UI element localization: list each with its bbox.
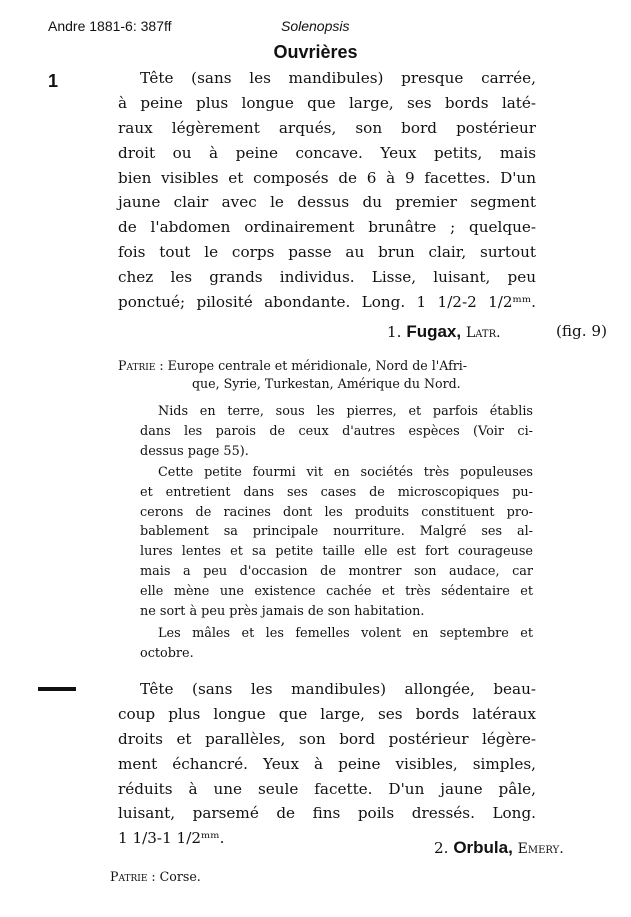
notes-paragraph-1 bbox=[140, 402, 533, 461]
species-1-author: Latr. bbox=[465, 325, 501, 341]
note-line: elle mène une existence cachée et très sédentaire et bbox=[140, 583, 533, 599]
caste-title: Ouvrières bbox=[273, 42, 358, 62]
lead-1-description bbox=[118, 66, 536, 315]
couplet-dash-marker bbox=[38, 687, 76, 691]
lead-1-line: Tête (sans les mandibules) presque carrée, bbox=[140, 69, 536, 87]
species-2-line bbox=[434, 838, 564, 858]
note-line: Nids en terre, sous les pierres, et parfois établis bbox=[158, 404, 533, 419]
lead-1-line: de l'abdomen ordinairement brunâtre ; quelque- bbox=[118, 218, 536, 237]
lead-2-line: Tête (sans les mandibules) allongée, beau- bbox=[140, 680, 536, 698]
note-line: ne sort à peu près jamais de son habitation. bbox=[140, 603, 425, 619]
lead-2-line: ment échancré. Yeux à peine visibles, simples, bbox=[118, 754, 536, 773]
species-1-name: Fugax, bbox=[406, 322, 462, 341]
notes-paragraph-2 bbox=[140, 463, 533, 621]
notes-paragraph-3 bbox=[140, 624, 533, 664]
genus-heading: Solenopsis bbox=[281, 18, 350, 34]
patrie-1-label: Patrie : bbox=[118, 358, 164, 373]
species-1-number: 1. bbox=[387, 323, 402, 341]
note-line: cerons de racines dont les produits constituent pro- bbox=[140, 504, 533, 520]
note-line: dans les parois de ceux d'autres espèces (Voir ci- bbox=[140, 423, 533, 439]
patrie-1-line-2: que, Syrie, Turkestan, Amérique du Nord. bbox=[192, 375, 461, 391]
note-line: bablement sa principale nourriture. Malgré ses al- bbox=[140, 524, 533, 540]
source-reference: Andre 1881-6: 387ff bbox=[48, 18, 172, 34]
patrie-2-label: Patrie : bbox=[110, 869, 156, 884]
lead-2-line: coup plus longue que large, ses bords latéraux bbox=[118, 704, 536, 723]
lead-1-line: fois tout le corps passe au brun clair, surtout bbox=[118, 243, 536, 262]
species-2-name: Orbula, bbox=[453, 838, 513, 857]
note-line: mais a peu d'occasion de montrer son audace, car bbox=[140, 563, 533, 579]
lead-2-line: luisant, parsemé de fins poils dressés. Long. bbox=[118, 804, 536, 823]
lead-1-line: droit ou à peine concave. Yeux petits, mais bbox=[118, 143, 536, 162]
species-2-number: 2. bbox=[434, 839, 449, 857]
note-line: Les mâles et les femelles volent en septembre et bbox=[158, 626, 533, 641]
patrie-1 bbox=[118, 357, 538, 392]
note-line: dessus page 55). bbox=[140, 443, 249, 459]
patrie-1-line-1: Europe centrale et méridionale, Nord de l'Afri- bbox=[167, 358, 468, 373]
figure-reference: (fig. 9) bbox=[556, 322, 608, 340]
patrie-2 bbox=[110, 868, 201, 886]
species-1-line bbox=[387, 322, 501, 342]
lead-1-line: bien visibles et composés de 6 à 9 facettes. D'un bbox=[118, 168, 536, 187]
lead-2-line: droits et parallèles, son bord postérieur légère- bbox=[118, 729, 536, 748]
note-line: lures lentes et sa petite taille elle est fort courageuse bbox=[140, 544, 533, 560]
patrie-2-text: Corse. bbox=[159, 869, 201, 884]
lead-2-description bbox=[118, 677, 536, 851]
lead-1-line: à peine plus longue que large, ses bords laté- bbox=[118, 93, 536, 112]
note-line: et entretient dans ses cases de microscopiques pu- bbox=[140, 484, 533, 500]
lead-1-line: chez les grands individus. Lisse, luisant, peu bbox=[118, 268, 536, 287]
lead-2-line: 1 1/3-1 1/2ᵐᵐ. bbox=[118, 829, 225, 848]
species-2-author: Emery. bbox=[517, 841, 564, 857]
lead-1-line: raux légèrement arqués, son bord postérieur bbox=[118, 118, 536, 137]
lead-1-line: ponctué; pilosité abondante. Long. 1 1/2-2 1/2ᵐᵐ. bbox=[118, 293, 536, 312]
lead-1-line: jaune clair avec le dessus du premier segment bbox=[118, 193, 536, 212]
lead-2-line: réduits à une seule facette. D'un jaune pâle, bbox=[118, 779, 536, 798]
note-line: Cette petite fourmi vit en sociétés très populeuses bbox=[158, 465, 533, 480]
couplet-number: 1 bbox=[48, 71, 59, 91]
note-line: octobre. bbox=[140, 645, 194, 661]
